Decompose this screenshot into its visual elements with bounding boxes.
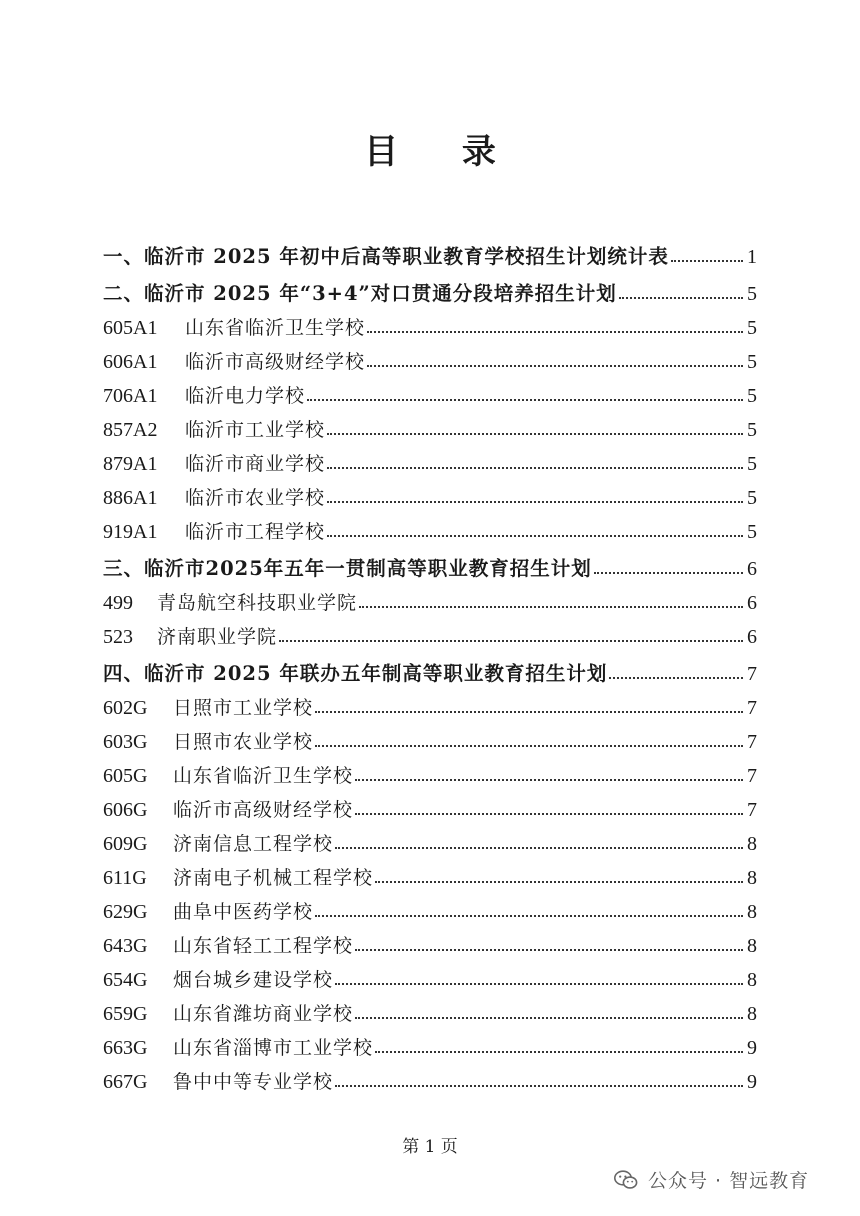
dot-leader: [335, 1085, 743, 1087]
school-code: 606G: [103, 799, 148, 821]
toc-section-3[interactable]: [103, 552, 757, 586]
toc-entry[interactable]: [103, 311, 757, 345]
dot-leader: [327, 535, 743, 537]
toc-entry[interactable]: [103, 379, 757, 413]
toc-entry[interactable]: [103, 929, 757, 963]
school-name: 山东省淄博市工业学校: [173, 1037, 374, 1059]
toc-page-number: 6: [747, 626, 757, 648]
school-name: 烟台城乡建设学校: [173, 969, 334, 991]
school-name: 山东省临沂卫生学校: [173, 765, 354, 787]
dot-leader: [671, 260, 743, 262]
dot-leader: [327, 501, 743, 503]
dot-leader: [307, 399, 743, 401]
dot-leader: [355, 949, 743, 951]
toc-entry[interactable]: [103, 725, 757, 759]
toc-entry[interactable]: [103, 895, 757, 929]
toc-page-number: 5: [747, 521, 757, 543]
toc-entry[interactable]: [103, 1031, 757, 1065]
toc-entry[interactable]: [103, 793, 757, 827]
toc-page-number: 7: [747, 765, 757, 787]
school-name: 临沂电力学校: [185, 385, 306, 407]
school-code: 879A1: [103, 453, 158, 475]
school-name: 临沂市高级财经学校: [173, 799, 354, 821]
school-code: 667G: [103, 1071, 148, 1093]
toc-section-4[interactable]: [103, 657, 757, 691]
toc-entry[interactable]: [103, 861, 757, 895]
school-name: 济南电子机械工程学校: [173, 867, 374, 889]
toc-page-number: 8: [747, 935, 757, 957]
school-code: 605A1: [103, 317, 158, 339]
toc-section-title: 一、临沂市 2025 年初中后高等职业教育学校招生计划统计表: [103, 245, 669, 268]
toc-page-number: 8: [747, 969, 757, 991]
school-code: 609G: [103, 833, 148, 855]
school-code: 606A1: [103, 351, 158, 373]
school-name: 鲁中中等专业学校: [173, 1071, 334, 1093]
school-name: 山东省临沂卫生学校: [185, 317, 366, 339]
toc-entry[interactable]: [103, 345, 757, 379]
dot-leader: [315, 745, 743, 747]
toc-entry[interactable]: [103, 586, 757, 620]
school-code: 886A1: [103, 487, 158, 509]
toc-page-number: 8: [747, 867, 757, 889]
school-code: 605G: [103, 765, 148, 787]
school-name: 济南职业学院: [157, 626, 278, 648]
school-name: 日照市工业学校: [173, 697, 314, 719]
school-code: 603G: [103, 731, 148, 753]
dot-leader: [367, 365, 743, 367]
school-code: 857A2: [103, 419, 158, 441]
school-name: 青岛航空科技职业学院: [157, 592, 358, 614]
toc-entry[interactable]: [103, 413, 757, 447]
dot-leader: [619, 297, 743, 299]
dot-leader: [315, 915, 743, 917]
school-name: 临沂市高级财经学校: [185, 351, 366, 373]
watermark-text: 公众号 · 智远教育: [648, 1170, 810, 1192]
page-footer-number: 第 1 页: [402, 1137, 458, 1157]
dot-leader: [327, 467, 743, 469]
toc-page-number: 7: [747, 663, 757, 685]
dot-leader: [367, 331, 743, 333]
page-title: 目 录: [364, 132, 522, 172]
school-code: 611G: [103, 867, 147, 889]
dot-leader: [594, 572, 743, 574]
toc-page-number: 5: [747, 283, 757, 305]
toc-page-number: 5: [747, 419, 757, 441]
toc-entry[interactable]: [103, 997, 757, 1031]
toc-page-number: 7: [747, 697, 757, 719]
school-code: 663G: [103, 1037, 148, 1059]
school-code: 523: [103, 626, 133, 648]
school-name: 临沂市工业学校: [185, 419, 326, 441]
toc-page-number: 5: [747, 317, 757, 339]
dot-leader: [375, 881, 743, 883]
dot-leader: [375, 1051, 743, 1053]
toc-section-title: 三、临沂市2025年五年一贯制高等职业教育招生计划: [103, 557, 592, 580]
toc-entry[interactable]: [103, 515, 757, 549]
toc-page-number: 5: [747, 487, 757, 509]
dot-leader: [355, 779, 743, 781]
school-name: 山东省轻工工程学校: [173, 935, 354, 957]
dot-leader: [335, 847, 743, 849]
dot-leader: [359, 606, 743, 608]
toc-page-number: 6: [747, 592, 757, 614]
dot-leader: [315, 711, 743, 713]
dot-leader: [355, 813, 743, 815]
school-code: 706A1: [103, 385, 158, 407]
school-code: 659G: [103, 1003, 148, 1025]
toc-entry[interactable]: [103, 759, 757, 793]
school-name: 临沂市商业学校: [185, 453, 326, 475]
school-name: 日照市农业学校: [173, 731, 314, 753]
toc-entry[interactable]: [103, 1065, 757, 1099]
toc-section-title: 四、临沂市 2025 年联办五年制高等职业教育招生计划: [103, 662, 608, 685]
wechat-icon: [614, 1170, 638, 1190]
toc-page-number: 5: [747, 385, 757, 407]
toc-section-2[interactable]: [103, 277, 757, 311]
toc-entry[interactable]: [103, 481, 757, 515]
toc-section-title: 二、临沂市 2025 年“3+4”对口贯通分段培养招生计划: [103, 282, 617, 305]
school-code: 602G: [103, 697, 148, 719]
toc-page-number: 9: [747, 1037, 757, 1059]
toc-entry[interactable]: [103, 447, 757, 481]
toc-page-number: 5: [747, 351, 757, 373]
toc-page-number: 8: [747, 901, 757, 923]
toc-page-number: 6: [747, 558, 757, 580]
school-name: 济南信息工程学校: [173, 833, 334, 855]
dot-leader: [355, 1017, 743, 1019]
toc-entry[interactable]: [103, 963, 757, 997]
toc-entry[interactable]: [103, 620, 757, 654]
table-of-contents: [103, 240, 757, 1099]
school-code: 499: [103, 592, 133, 614]
toc-page-number: 1: [747, 246, 757, 268]
toc-entry[interactable]: [103, 691, 757, 725]
toc-page-number: 7: [747, 731, 757, 753]
dot-leader: [327, 433, 743, 435]
toc-entry[interactable]: [103, 827, 757, 861]
school-name: 临沂市农业学校: [185, 487, 326, 509]
school-name: 山东省潍坊商业学校: [173, 1003, 354, 1025]
toc-page-number: 9: [747, 1071, 757, 1093]
dot-leader: [335, 983, 743, 985]
dot-leader: [279, 640, 743, 642]
watermark: [614, 1166, 809, 1193]
school-name: 临沂市工程学校: [185, 521, 326, 543]
school-name: 曲阜中医药学校: [173, 901, 314, 923]
toc-page-number: 8: [747, 1003, 757, 1025]
toc-page-number: 5: [747, 453, 757, 475]
school-code: 654G: [103, 969, 148, 991]
toc-page-number: 8: [747, 833, 757, 855]
toc-page-number: 7: [747, 799, 757, 821]
school-code: 919A1: [103, 521, 158, 543]
school-code: 629G: [103, 901, 148, 923]
school-code: 643G: [103, 935, 148, 957]
toc-section-1[interactable]: [103, 240, 757, 274]
dot-leader: [609, 677, 743, 679]
